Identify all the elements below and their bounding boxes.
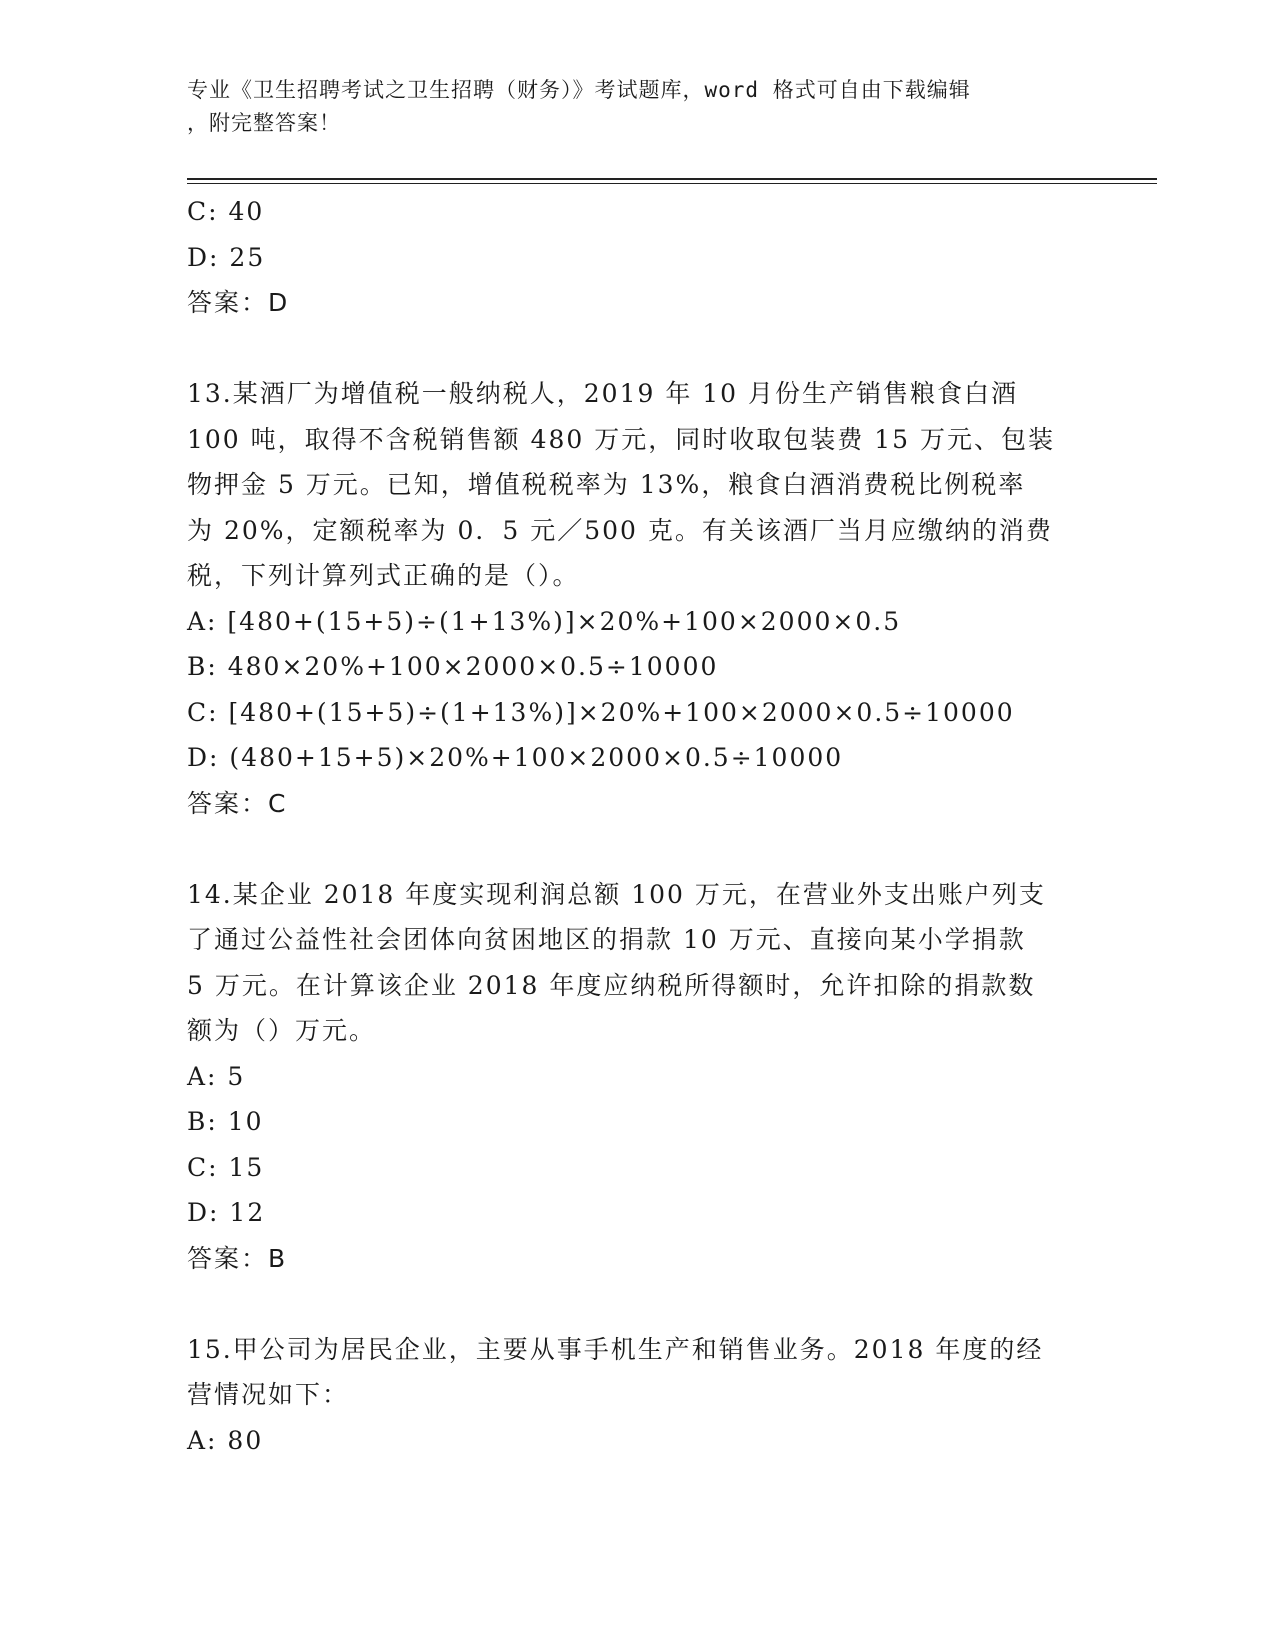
question-text-line: 了通过公益性社会团体向贫困地区的捐款 10 万元、直接向某小学捐款 (187, 925, 1026, 954)
header-divider (187, 178, 1157, 180)
question-text-line: 100 吨，取得不含税销售额 480 万元，同时收取包装费 15 万元、包装 (187, 424, 1055, 454)
option-c: C: 40 (187, 197, 265, 226)
header-line-2: ，附完整答案！ (187, 111, 341, 135)
answer-label: 答案：B (187, 1243, 288, 1273)
answer-label: 答案：C (187, 788, 288, 818)
option-c: C: [480+(15+5)÷(1+13%)]×20%+100×2000×0.5÷10000 (187, 697, 1015, 727)
option-b: B: 480×20%+100×2000×0.5÷10000 (187, 652, 719, 681)
header-divider-thin (187, 183, 1157, 184)
question-text-line: 5 万元。在计算该企业 2018 年度应纳税所得额时，允许扣除的捐款数 (187, 970, 1036, 1000)
question-text-line: 营情况如下： (187, 1380, 350, 1409)
question-15 (187, 1327, 1077, 1464)
question-text-line: 14.某企业 2018 年度实现利润总额 100 万元，在营业外支出账户列支 (187, 879, 1046, 909)
option-d: D: (480+15+5)×20%+100×2000×0.5÷10000 (187, 743, 844, 772)
option-a: A: [480+(15+5)÷(1+13%)]×20%+100×2000×0.5 (187, 606, 902, 636)
option-d: D: 25 (187, 242, 266, 272)
question-text-line: 15.甲公司为居民企业，主要从事手机生产和销售业务。2018 年度的经 (187, 1334, 1044, 1364)
carryover-block (187, 189, 1077, 326)
page-header (187, 74, 1077, 140)
option-d: D: 12 (187, 1198, 266, 1227)
question-text-line: 税，下列计算列式正确的是（）。 (187, 561, 580, 590)
answer-label: 答案：D (187, 288, 290, 317)
question-13 (187, 371, 1077, 826)
question-14 (187, 872, 1077, 1282)
option-b: B: 10 (187, 1107, 264, 1136)
header-line-1: 专业《卫生招聘考试之卫生招聘（财务）》考试题库，word 格式可自由下载编辑 (187, 78, 971, 102)
option-c: C: 15 (187, 1152, 265, 1182)
question-text-line: 额为（）万元。 (187, 1016, 377, 1045)
question-text-line: 为 20%，定额税率为 0．5 元／500 克。有关该酒厂当月应缴纳的消费 (187, 515, 1053, 545)
question-content (187, 189, 1077, 1463)
option-a: A: 5 (187, 1061, 246, 1091)
question-text-line: 物押金 5 万元。已知，增值税税率为 13%，粮食白酒消费税比例税率 (187, 470, 1026, 499)
option-a: A: 80 (187, 1425, 264, 1455)
question-text-line: 13.某酒厂为增值税一般纳税人，2019 年 10 月份生产销售粮食白酒 (187, 379, 1019, 408)
